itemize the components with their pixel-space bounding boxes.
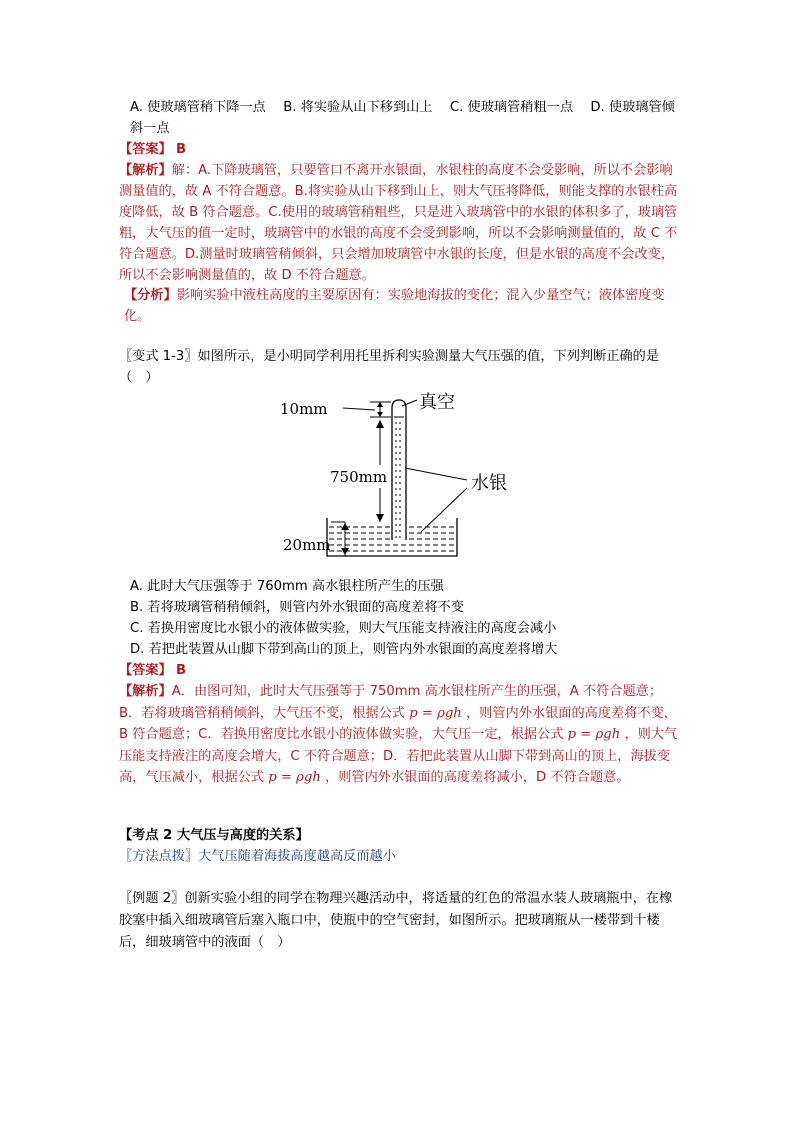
q1-answer-value: B — [175, 142, 187, 157]
q2-explain-label: 【解析】 — [119, 684, 172, 699]
method-tip — [119, 846, 679, 867]
q1-answer-line — [119, 139, 679, 160]
q1-explain-text: 解：A.下降玻璃管，只要管口不离开水银面，水银柱的高度不会受影响，所以不会影响测量值的，故 A 不符合题意。B.将实验从山下移到山上，则大气压将降低，则能支撑的水银柱高度降低，故 B 符合题意。C.使用的玻璃管稍粗些，只是进入玻璃管中的水银的体积多了，玻璃管粗，大气压的值一定时，玻璃管中的水银的高度不会受到影响，所以不会影响测量值的，故 C 不符合题意。D.测量时玻璃管稍倾斜，只会增加玻璃管中水银的长度，但是水银的高度不会改变，所以不会影响测量值的，故 D 不符合题意。 — [119, 163, 678, 283]
q1-answer-label: 【答案】 — [119, 142, 172, 157]
q2-option-d: D. 若把此装置从山脚下带到高山的顶上，则管内外水银面的高度差将增大 — [130, 642, 558, 657]
q2-option-a: A. 此时大气压强等于 760mm 高水银柱所产生的压强 — [130, 579, 444, 594]
label-20mm: 20mm — [283, 536, 331, 554]
q1-options: A. 使玻璃管稍下降一点 B. 将实验从山下移到山上 C. 使玻璃管稍粗一点 D. 使玻璃管倾斜一点 — [130, 100, 675, 136]
label-vacuum: 真空 — [419, 392, 455, 413]
q1-analysis — [124, 285, 684, 327]
q2-explain-c: ，则大气压能支持液注的高度会增大，C 不符合题意；D．若把此装置从山脚下带到高山的顶上，海拔变高，气压减小，根据公式 — [119, 727, 678, 786]
q2-explain-d: ，则管内外水银面的高度差将减小，D 不符合题意。 — [325, 770, 630, 786]
method-text: 大气压随着海拔高度越高反而越小 — [198, 849, 396, 864]
q2-option-c: C. 若换用密度比水银小的液体做实验，则大气压能支持液注的高度会减小 — [130, 621, 557, 636]
label-mercury: 水银 — [471, 473, 507, 494]
q2-answer-line — [119, 660, 679, 681]
q1-analysis-label: 【分析】 — [124, 288, 177, 303]
q1-analysis-text: 影响实验中液柱高度的主要原因有：实验地海拔的变化；混入少量空气；液体密度变化。 — [124, 288, 665, 324]
formula-3: p = ρgh — [268, 770, 321, 786]
label-750mm: 750mm — [330, 468, 388, 486]
method-label: 〖方法点拨〗 — [119, 849, 199, 864]
q2-explanation — [119, 681, 679, 789]
section-title: 【考点 2 大气压与高度的关系】 — [119, 828, 309, 843]
formula-1: p = ρgh — [409, 705, 462, 721]
q2-option-b: B. 若将玻璃管稍稍倾斜，则管内外水银面的高度差将不变 — [130, 600, 464, 615]
label-10mm: 10mm — [280, 400, 328, 418]
q2-stem: 〖变式 1-3〗如图所示，是小明同学利用托里拆利实验测量大气压强的值，下列判断正确的是（ ） — [119, 349, 660, 385]
example-stem: 〖例题 2〗创新实验小组的同学在物理兴趣活动中，将适量的红色的常温水装人玻璃瓶中，在橡胶塞中插入细玻璃管后塞入瓶口中，使瓶中的空气密封，如图所示。把玻璃瓶从一楼带到十楼后，细玻璃管中的液面（ ） — [119, 891, 673, 950]
q2-answer-label: 【答案】 — [119, 663, 172, 678]
torricelli-figure — [275, 390, 535, 570]
q2-answer-value: B — [175, 663, 187, 678]
formula-2: p = ρgh — [567, 727, 621, 743]
q1-explain-label: 【解析】 — [119, 163, 172, 178]
q1-explanation — [119, 160, 679, 286]
q2-explain-a: A．由图可知，此时大气压强等于 750mm 高水银柱所产生的压强，A 不符合题意； B．若将玻璃管稍稍倾斜，大气压不变，根据公式 — [119, 684, 669, 721]
q2-explain-b: ，则管内外水银面的高度差将不变，B 符合题意；C．若换用密度比水银小的液体做实验，大气压一定，根据公式 — [119, 705, 677, 743]
